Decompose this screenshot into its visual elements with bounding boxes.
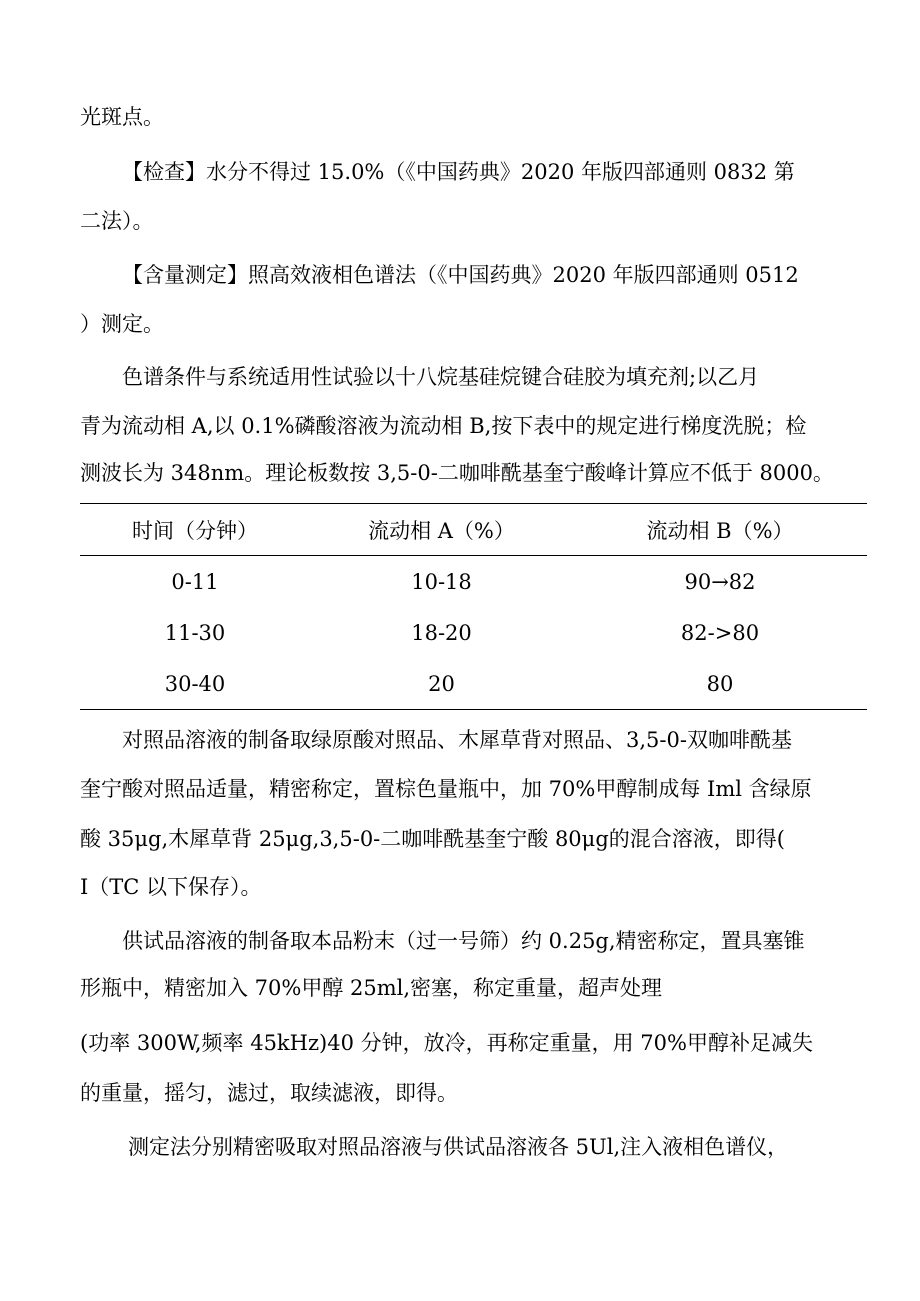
reference-solution-line: 对照品溶液的制备取绿原酸对照品、木犀草背对照品、3,5-0-双咖啡酰基 [122,728,792,752]
test-solution-line: 供试品溶液的制备取本品粉末（过一号筛）约 0.25g,精密称定，置具塞锥 [122,929,805,953]
check-section-line: 二法）。 [80,209,154,233]
cell-time: 11-30 [164,620,226,645]
chromatography-conditions-line: 色谱条件与系统适用性试验以十八烷基硅烷键合硅胶为填充剂;以乙月 [122,365,760,389]
cell-phase-a: 18-20 [411,620,472,645]
table-header-row [80,504,867,556]
check-section-line: 【检查】水分不得过 15.0%（《中国药典》2020 年版四部通则 0832 第 [122,160,795,184]
test-solution-line: (功率 300W,频率 45kHz)40 分钟，放冷，再称定重量，用 70%甲醇补足减失 [80,1031,813,1055]
cell-phase-a: 20 [428,671,455,696]
reference-solution-line: 奎宁酸对照品适量，精密称定，置棕色量瓶中，加 70%甲醇制成每 Iml 含绿原 [80,777,812,801]
text-line: 光斑点。 [80,105,164,129]
table-row [80,607,867,658]
test-solution-line: 形瓶中，精密加入 70%甲醇 25ml,密塞，称定重量，超声处理 [80,976,663,1000]
assay-section-line: 【含量测定】照高效液相色谱法（《中国药典》2020 年版四部通则 0512 [122,263,799,287]
table-row [80,556,867,608]
method-line: 测定法分别精密吸取对照品溶液与供试品溶液各 5Ul,注入液相色谱仪， [128,1135,789,1159]
reference-solution-line: 酸 35μg,木犀草背 25μg,3,5-0-二咖啡酰基奎宁酸 80μg的混合溶液，即得( [80,827,785,851]
assay-section-line: ）测定。 [80,312,164,336]
gradient-table [80,503,867,710]
test-solution-line: 的重量，摇匀，滤过，取续滤液，即得。 [80,1081,458,1105]
cell-phase-a: 10-18 [411,569,472,594]
header-phase-b: 流动相 B（%） [646,518,794,543]
table-row [80,658,867,710]
reference-solution-line: I（TC 以下保存）。 [80,875,262,899]
cell-phase-b: 90→82 [684,569,756,594]
cell-phase-b: 82->80 [680,620,760,645]
cell-phase-b: 80 [706,671,734,696]
header-time: 时间（分钟） [132,518,258,543]
cell-time: 0-11 [171,569,219,594]
header-phase-a: 流动相 A（%） [368,518,515,543]
chromatography-conditions-line: 青为流动相 A,以 0.1%磷酸溶液为流动相 B,按下表中的规定进行梯度洗脱；检 [80,414,807,438]
cell-time: 30-40 [164,671,226,696]
chromatography-conditions-line: 测波长为 348nm。理论板数按 3,5-0-二咖啡酰基奎宁酸峰计算应不低于 8000。 [80,461,834,485]
